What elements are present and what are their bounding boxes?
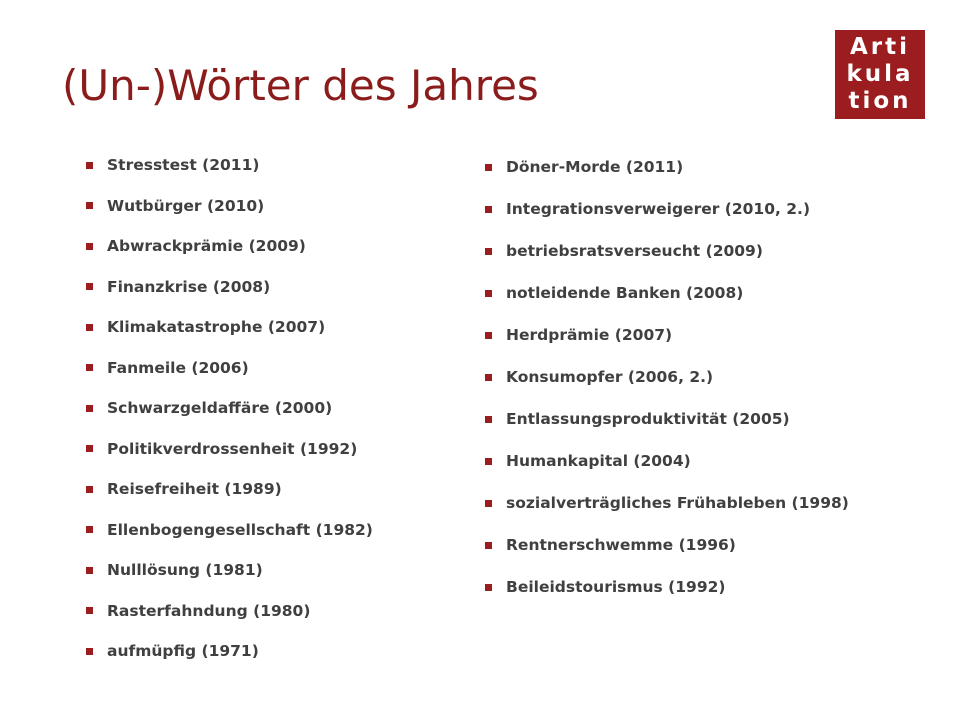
list-item	[86, 510, 373, 551]
unwords-list-left	[86, 145, 373, 672]
square-bullet-icon	[485, 248, 492, 255]
list-item-label: Humankapital (2004)	[506, 452, 691, 470]
list-item-label: Fanmeile (2006)	[107, 358, 249, 377]
list-item-label: Nulllösung (1981)	[107, 561, 263, 580]
list-item	[485, 398, 849, 440]
list-item	[485, 482, 849, 524]
list-item-label: betriebsratsverseucht (2009)	[506, 242, 763, 260]
square-bullet-icon	[86, 243, 93, 250]
list-item-label: Reisefreiheit (1989)	[107, 480, 282, 499]
list-item	[485, 524, 849, 566]
list-item	[86, 307, 373, 348]
list-item-label: Ellenbogengesellschaft (1982)	[107, 520, 373, 539]
square-bullet-icon	[86, 567, 93, 574]
slide-title: (Un-)Wörter des Jahres	[62, 61, 539, 110]
square-bullet-icon	[86, 607, 93, 614]
list-item-label: sozialverträgliches Frühableben (1998)	[506, 494, 849, 512]
logo-line: kula	[846, 61, 914, 87]
square-bullet-icon	[86, 486, 93, 493]
list-item	[485, 356, 849, 398]
list-item	[485, 188, 849, 230]
logo-line: tion	[848, 88, 912, 114]
square-bullet-icon	[485, 416, 492, 423]
square-bullet-icon	[485, 458, 492, 465]
list-item	[86, 267, 373, 308]
list-item	[485, 566, 849, 608]
list-item	[86, 631, 373, 672]
unwords-list-right	[485, 146, 849, 608]
list-item	[86, 388, 373, 429]
list-item	[86, 145, 373, 186]
list-item-label: Konsumopfer (2006, 2.)	[506, 368, 714, 386]
square-bullet-icon	[86, 202, 93, 209]
square-bullet-icon	[485, 500, 492, 507]
list-item	[485, 230, 849, 272]
list-item-label: Politikverdrossenheit (1992)	[107, 439, 358, 458]
square-bullet-icon	[485, 584, 492, 591]
square-bullet-icon	[86, 648, 93, 655]
list-item	[485, 146, 849, 188]
square-bullet-icon	[86, 526, 93, 533]
list-item-label: Herdprämie (2007)	[506, 326, 673, 344]
list-item-label: Entlassungsproduktivität (2005)	[506, 410, 790, 428]
list-item-label: Schwarzgeldaffäre (2000)	[107, 399, 333, 418]
list-item-label: Beileidstourismus (1992)	[506, 578, 726, 596]
list-item-label: Finanzkrise (2008)	[107, 277, 271, 296]
square-bullet-icon	[86, 324, 93, 331]
logo-line: Arti	[849, 34, 911, 60]
square-bullet-icon	[86, 283, 93, 290]
list-item	[86, 550, 373, 591]
list-item	[86, 226, 373, 267]
square-bullet-icon	[485, 290, 492, 297]
list-item-label: Stresstest (2011)	[107, 156, 260, 175]
list-item	[485, 314, 849, 356]
square-bullet-icon	[86, 445, 93, 452]
list-item	[86, 469, 373, 510]
square-bullet-icon	[485, 374, 492, 381]
list-item-label: Abwrackprämie (2009)	[107, 237, 306, 256]
list-item-label: Döner-Morde (2011)	[506, 158, 684, 176]
list-item-label: notleidende Banken (2008)	[506, 284, 744, 302]
square-bullet-icon	[86, 364, 93, 371]
list-item-label: Rasterfahndung (1980)	[107, 601, 311, 620]
artikulation-logo	[835, 30, 925, 119]
square-bullet-icon	[485, 164, 492, 171]
square-bullet-icon	[86, 405, 93, 412]
list-item	[86, 348, 373, 389]
list-item	[485, 440, 849, 482]
list-item	[86, 429, 373, 470]
list-item-label: Rentnerschwemme (1996)	[506, 536, 736, 554]
list-item-label: Klimakatastrophe (2007)	[107, 318, 326, 337]
square-bullet-icon	[485, 332, 492, 339]
list-item-label: Wutbürger (2010)	[107, 196, 265, 215]
list-item-label: aufmüpfig (1971)	[107, 642, 259, 661]
list-item	[485, 272, 849, 314]
square-bullet-icon	[485, 206, 492, 213]
list-item	[86, 186, 373, 227]
list-item	[86, 591, 373, 632]
square-bullet-icon	[485, 542, 492, 549]
square-bullet-icon	[86, 162, 93, 169]
list-item-label: Integrationsverweigerer (2010, 2.)	[506, 200, 811, 218]
